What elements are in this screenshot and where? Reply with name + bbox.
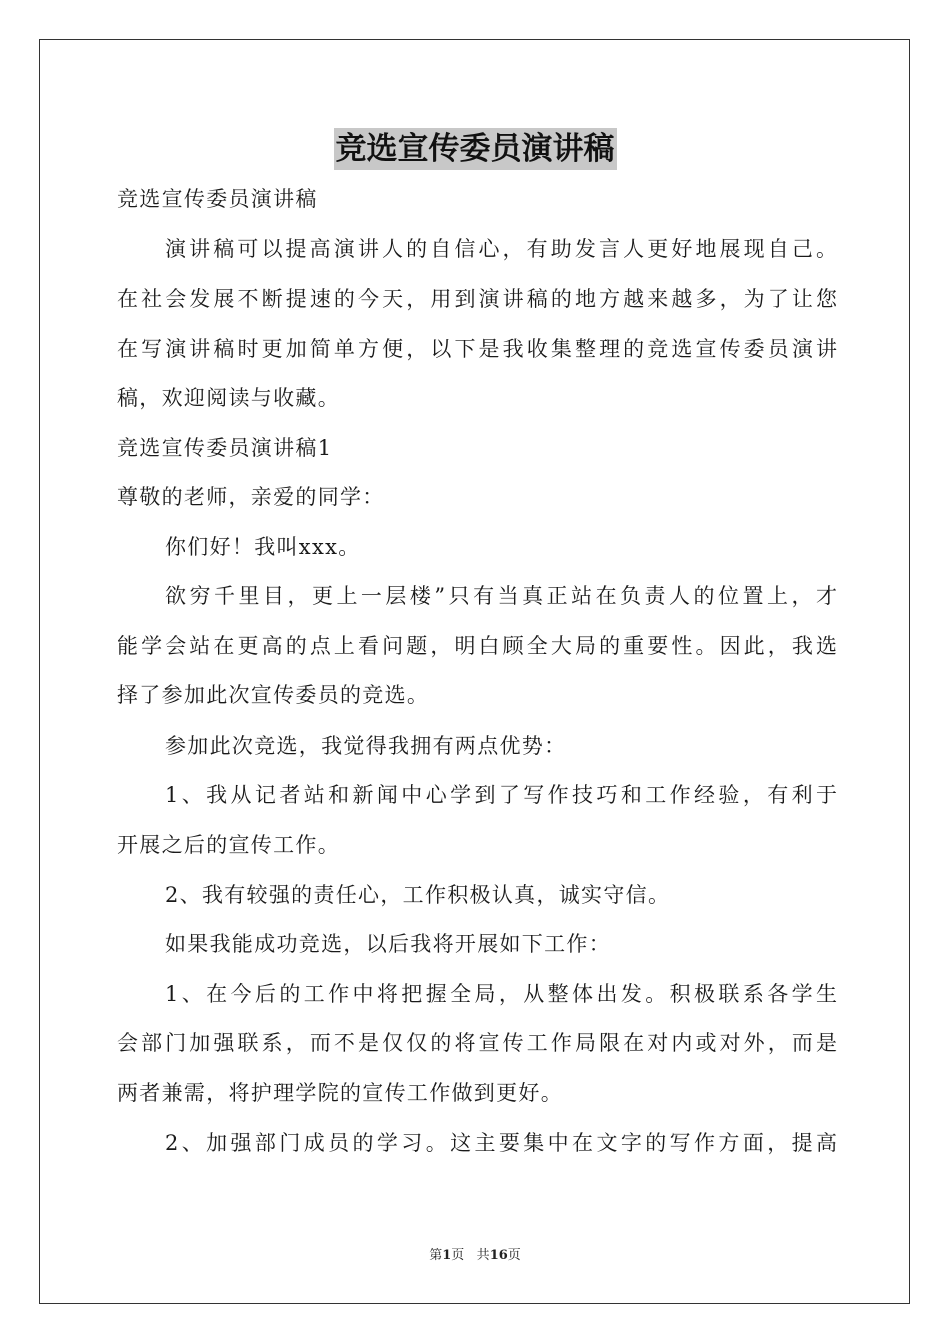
page-number: 1 <box>442 1248 452 1263</box>
paragraph-line: 在社会发展不断提速的今天，用到演讲稿的地方越来越多，为了让您 <box>117 287 837 311</box>
list-item-line: 两者兼需，将护理学院的宣传工作做到更好。 <box>117 1081 563 1105</box>
total-prefix: 共 <box>476 1248 490 1263</box>
total-pages: 16 <box>489 1248 508 1263</box>
page-suffix: 页 <box>451 1248 465 1263</box>
list-item-line: 1、在今后的工作中将把握全局，从整体出发。积极联系各学生 <box>165 982 837 1006</box>
subtitle-line: 竞选宣传委员演讲稿 <box>117 187 318 211</box>
paragraph-line: 如果我能成功竞选，以后我将开展如下工作： <box>165 932 611 956</box>
list-item-line: 2、我有较强的责任心，工作积极认真，诚实守信。 <box>165 883 671 907</box>
paragraph-line: 择了参加此次宣传委员的竞选。 <box>117 683 430 707</box>
salutation: 尊敬的老师，亲爱的同学： <box>117 485 385 509</box>
paragraph-line: 在写演讲稿时更加简单方便，以下是我收集整理的竞选宣传委员演讲 <box>117 337 837 361</box>
list-item-line: 2、加强部门成员的学习。这主要集中在文字的写作方面，提高 <box>165 1131 837 1155</box>
paragraph-line: 欲穷千里目，更上一层楼”只有当真正站在负责人的位置上，才 <box>165 584 837 608</box>
paragraph-line: 能学会站在更高的点上看问题，明白顾全大局的重要性。因此，我选 <box>117 634 837 658</box>
document-title: 竞选宣传委员演讲稿 <box>334 128 617 170</box>
page-footer <box>0 1247 950 1265</box>
list-item-line: 会部门加强联系，而不是仅仅的将宣传工作局限在对内或对外，而是 <box>117 1031 837 1055</box>
total-suffix: 页 <box>507 1248 521 1263</box>
paragraph-line: 你们好！我叫xxx。 <box>165 535 361 559</box>
list-item-line: 开展之后的宣传工作。 <box>117 833 340 857</box>
paragraph-line: 参加此次竞选，我觉得我拥有两点优势： <box>165 734 567 758</box>
page-border <box>39 39 910 1304</box>
title-container <box>0 128 950 170</box>
page-prefix: 第 <box>429 1248 443 1263</box>
list-item-line: 1、我从记者站和新闻中心学到了写作技巧和工作经验，有利于 <box>165 783 837 807</box>
section-heading: 竞选宣传委员演讲稿1 <box>117 436 333 460</box>
paragraph-line: 稿，欢迎阅读与收藏。 <box>117 386 340 410</box>
paragraph-line: 演讲稿可以提高演讲人的自信心，有助发言人更好地展现自己。 <box>165 237 837 261</box>
